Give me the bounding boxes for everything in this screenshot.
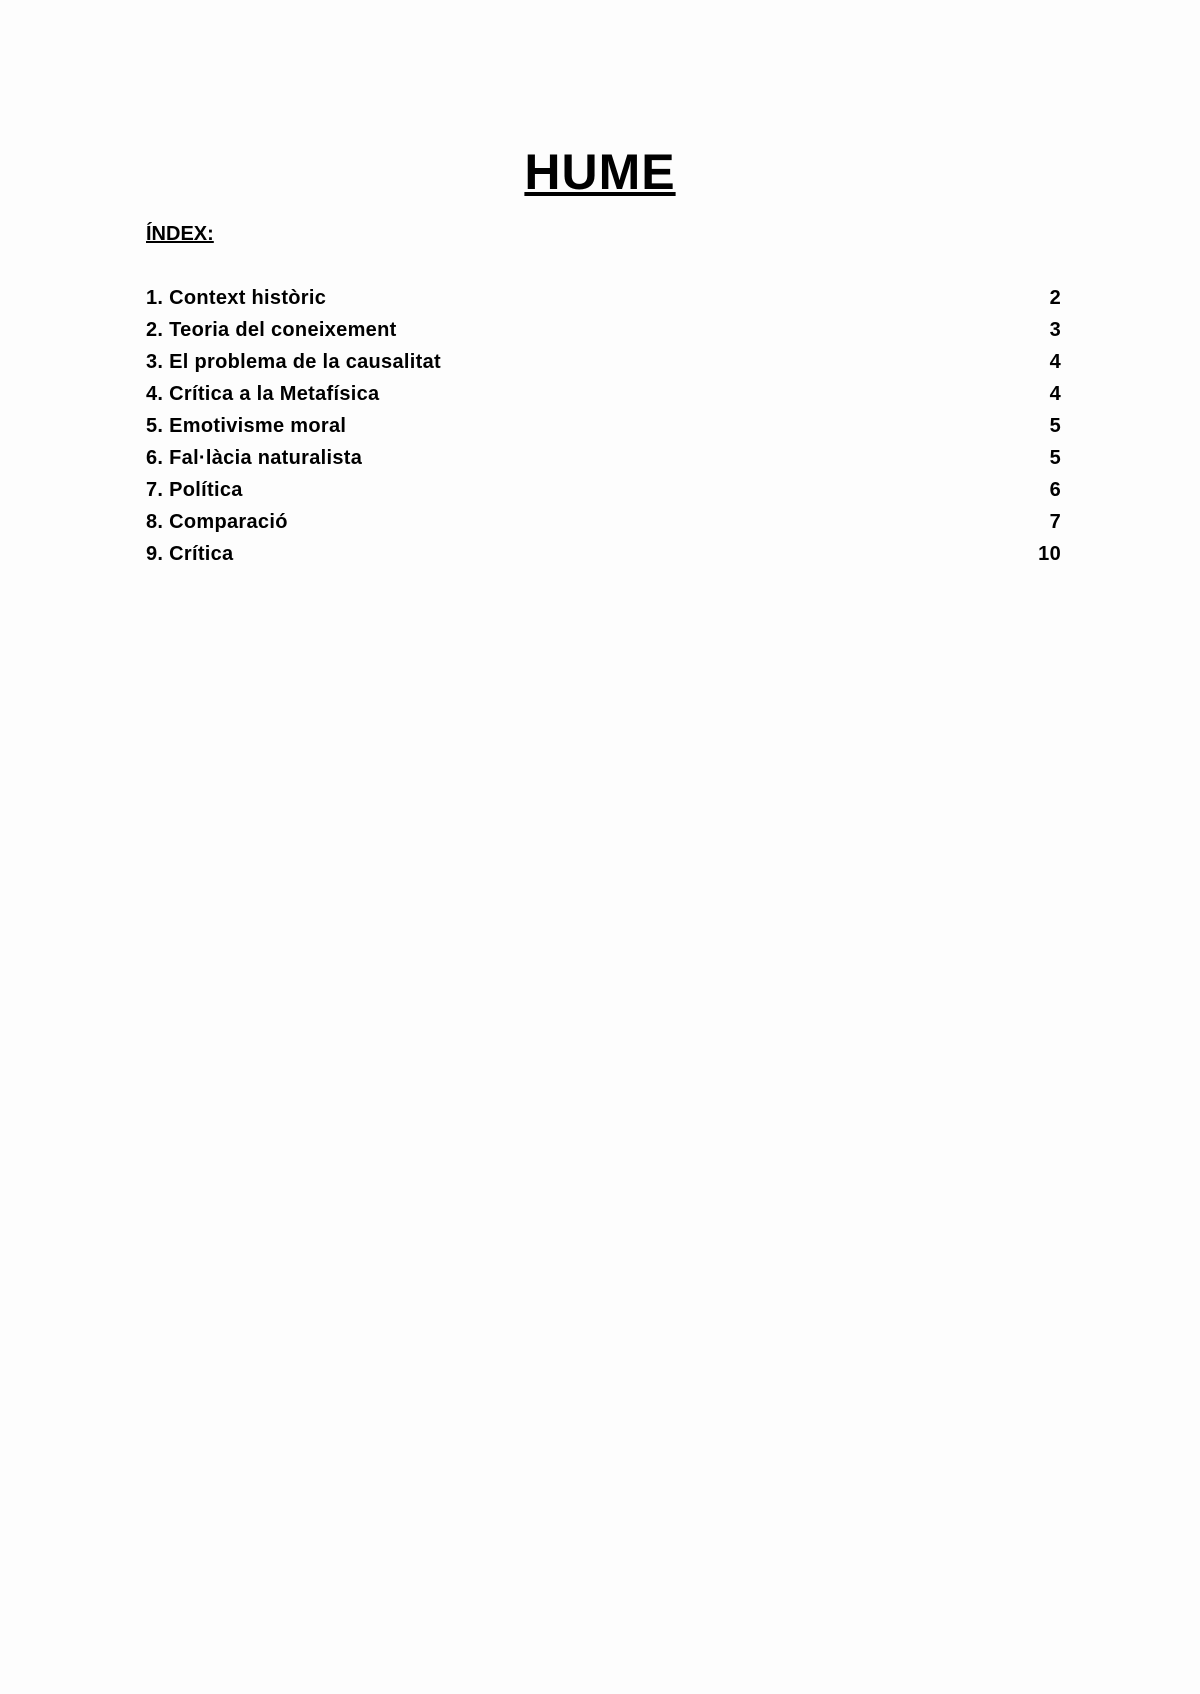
toc-entry [146,318,1061,350]
toc-entry-page: 2 [1049,287,1061,309]
toc-entry-page: 6 [1049,479,1061,501]
toc-entry [146,414,1061,446]
toc-entry-label: 6. Fal·làcia naturalista [146,447,363,469]
toc-entry-page: 7 [1049,511,1061,533]
toc-entry-page: 3 [1049,319,1061,341]
document-title: HUME [524,144,676,200]
toc-entry-page: 10 [1038,543,1061,565]
toc-entry-label: 7. Política [146,479,243,501]
toc-entry [146,350,1061,382]
toc-entry [146,510,1061,542]
toc-entry-label: 2. Teoria del coneixement [146,319,397,341]
toc-entry [146,542,1061,574]
toc-entry [146,478,1061,510]
toc-entry-label: 3. El problema de la causalitat [146,351,441,373]
toc-entry [146,382,1061,414]
table-of-contents [146,286,1061,574]
toc-entry-page: 4 [1049,351,1061,373]
toc-entry [146,446,1061,478]
toc-entry-label: 4. Crítica a la Metafísica [146,383,380,405]
index-heading: ÍNDEX: [146,223,214,245]
toc-entry-label: 9. Crítica [146,543,234,565]
toc-entry-label: 1. Context històric [146,287,327,309]
toc-entry-label: 5. Emotivisme moral [146,415,347,437]
toc-entry-page: 5 [1049,415,1061,437]
toc-entry-page: 4 [1049,383,1061,405]
toc-entry-label: 8. Comparació [146,511,288,533]
toc-entry [146,286,1061,318]
toc-entry-page: 5 [1049,447,1061,469]
